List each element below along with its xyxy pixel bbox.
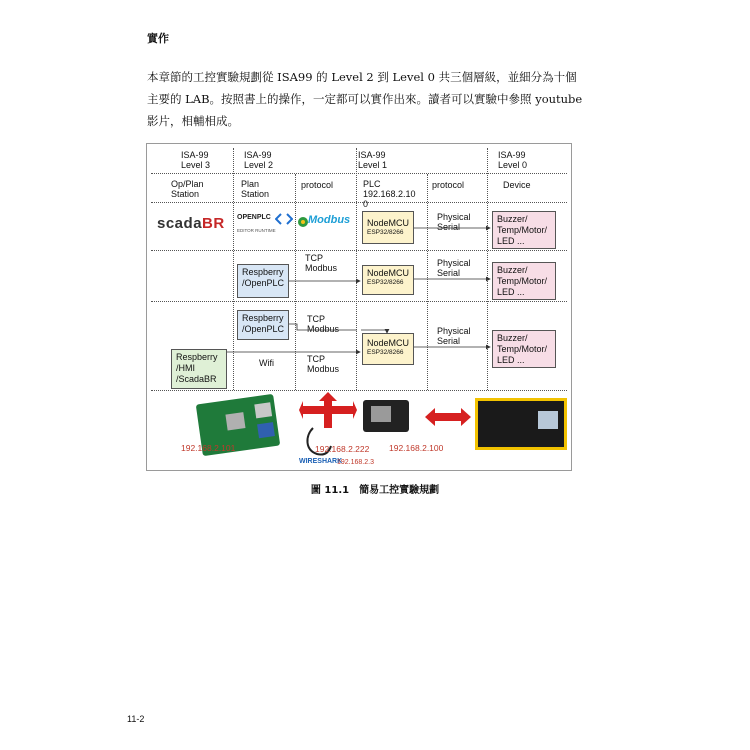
grid-line [233, 148, 234, 390]
openplc-box-1: Respberry /OpenPLC [237, 264, 289, 298]
ip-tap: 192.168.2.222 [315, 444, 370, 454]
grid-line [151, 390, 567, 391]
row3-protocol-tcp-2: TCP Modbus [307, 354, 340, 374]
device-box-3: Buzzer/ Temp/Motor/ LED ... [492, 330, 556, 368]
figure-diagram [146, 143, 572, 471]
nodemcu-box-1: NodeMCU ESP32/8266 [362, 211, 414, 244]
col-device: Device [503, 180, 531, 190]
col-level3-sub: Op/Plan Station [171, 179, 204, 199]
wireshark-logo: WIRESHARK [299, 458, 343, 465]
row3-protocol: Physical Serial [437, 326, 471, 346]
col-protocol-a: protocol [301, 180, 334, 190]
serial-arrow [425, 408, 471, 426]
section-header: 實作 [147, 32, 169, 45]
sensor-board-photo [475, 398, 567, 450]
figure-caption: 圖 11.1 簡易工控實驗規劃 [310, 485, 440, 496]
col-level2-title: ISA-99 Level 2 [244, 150, 274, 170]
grid-line [151, 301, 567, 302]
grid-line [487, 148, 488, 390]
openplc-box-2: Respberry /OpenPLC [237, 310, 289, 340]
grid-line [151, 202, 567, 203]
ip-pi: 192.168.2.101 [181, 443, 236, 453]
esp32-photo [363, 400, 409, 432]
nodemcu-box-2: NodeMCU ESP32/8266 [362, 265, 414, 295]
row2-protocol-tcp: TCP Modbus [305, 253, 338, 273]
row1-protocol: Physical Serial [437, 212, 471, 232]
device-box-1: Buzzer/ Temp/Motor/ LED ... [492, 211, 556, 249]
col-level3-title: ISA-99 Level 3 [181, 150, 211, 170]
col-level0-title: ISA-99 Level 0 [498, 150, 528, 170]
grid-line [356, 148, 357, 390]
col-plc-sub: PLC 192.168.2.10 0 [363, 179, 416, 209]
col-level2-sub: Plan Station [241, 179, 270, 199]
scadabr-logo: scadaBR [157, 215, 225, 232]
tcp-split-arrow [299, 392, 357, 428]
grid-line [295, 174, 296, 390]
col-protocol-b: protocol [432, 180, 465, 190]
modbus-logo: Modbus [297, 214, 355, 230]
openplc-icon [275, 212, 293, 226]
col-level1-title: ISA-99 Level 1 [358, 150, 388, 170]
ip-wireshark: 192.168.2.3 [337, 459, 374, 466]
intro-paragraph: 本章節的工控實驗規劃從 ISA99 的 Level 2 到 Level 0 共三個層級，並細分為十個主要的 LAB。按照書上的操作，一定都可以實作出來。讀者可以實驗中參照 youtube 影片，相輔相成。 [147, 70, 583, 128]
nodemcu-box-3: NodeMCU ESP32/8266 [362, 333, 414, 365]
row3-protocol-tcp: TCP Modbus [307, 314, 340, 334]
openplc-logo: OPENPLC EDITOR RUNTIME [237, 212, 293, 240]
page-number: 11-2 [127, 714, 145, 724]
grid-line [151, 173, 567, 174]
grid-line [427, 174, 428, 390]
hmi-box: Respberry /HMI /ScadaBR [171, 349, 227, 389]
wifi-label: Wifi [259, 358, 274, 368]
device-box-2: Buzzer/ Temp/Motor/ LED ... [492, 262, 556, 300]
row2-protocol: Physical Serial [437, 258, 471, 278]
ip-esp: 192.168.2.100 [389, 443, 444, 453]
grid-line [151, 250, 567, 251]
